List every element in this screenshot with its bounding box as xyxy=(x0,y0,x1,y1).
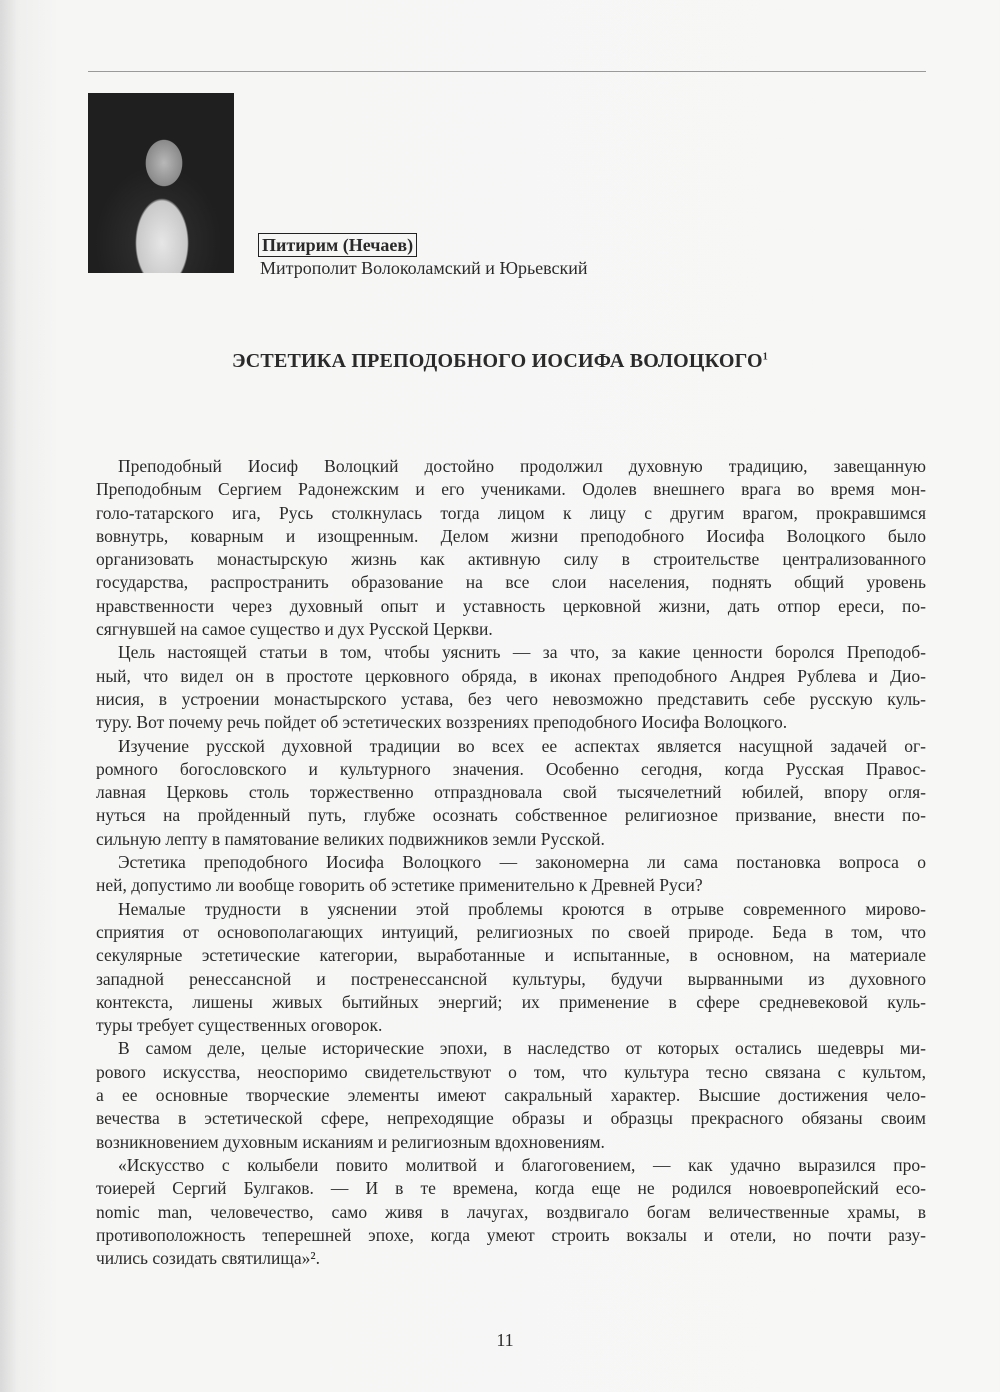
paragraph xyxy=(96,1037,926,1153)
text-line: ный, что видел он в простоте церковного обряда, в иконах преподобного Андрея Рублева и Дио- xyxy=(96,665,926,686)
article-title-text: ЭСТЕТИКА ПРЕПОДОБНОГО ИОСИФА ВОЛОЦКОГО xyxy=(232,350,763,372)
text-line: чились созидать святилища»². xyxy=(96,1248,320,1269)
paragraph xyxy=(96,735,926,851)
text-line: вовнутрь, коварным и изощренным. Делом жизни преподобного Иосифа Волоцкого было xyxy=(96,525,926,546)
text-line: «Искусство с колыбели повито молитвой и благоговением, — как удачно выразился про- xyxy=(118,1154,926,1175)
paragraph xyxy=(96,898,926,1038)
text-line: Эстетика преподобного Иосифа Волоцкого — закономерна ли сама постановка вопроса о xyxy=(118,852,926,873)
author-portrait xyxy=(88,93,234,273)
header-rule xyxy=(88,71,926,72)
text-line: нравственности через духовный опыт и уставность церковной жизни, дать отпор ереси, по- xyxy=(96,595,926,616)
text-line: организовать монастырскую жизнь как активную силу в строительстве централизованного xyxy=(96,549,926,570)
text-line: возникновением духовным исканиям и религиозным вдохновениям. xyxy=(96,1131,605,1152)
text-line: сильную лепту в памятование великих подвижников земли Русской. xyxy=(96,828,605,849)
text-line: Цель настоящей статьи в том, чтобы уяснить — за что, за какие ценности боролся Преподоб- xyxy=(118,642,926,663)
text-line: тоиерей Сергий Булгаков. — И в те времена, когда еще не родился новоевропейский eco- xyxy=(96,1178,926,1199)
text-line: западной ренессансной и постренессансной культуры, будучи вырванными из духовного xyxy=(96,968,926,989)
text-line: контекста, лишены живых бытийных энергий; их применение в сфере средневековой куль- xyxy=(96,991,926,1012)
paragraph xyxy=(96,1154,926,1270)
article-title xyxy=(0,350,1000,373)
text-line: нуться на пройденный путь, глубже осознать собственное религиозное призвание, внести по- xyxy=(96,805,926,826)
text-line: сприятия от основополагающих интуиций, религиозных по своей природе. Беда в том, что xyxy=(96,921,926,942)
text-line: государства, распространить образование на все слои населения, поднять общий уровень xyxy=(96,572,926,593)
text-line: Изучение русской духовной традиции во всех ее аспектах является насущной задачей ог- xyxy=(118,735,926,756)
text-line: Преподобным Сергием Радонежским и его учениками. Одолев внешнего врага во время мон- xyxy=(96,479,926,500)
text-line: туру. Вот почему речь пойдет об эстетических воззрениях преподобного Иосифа Волоцкого. xyxy=(96,712,788,733)
text-line: Немалые трудности в уяснении этой проблемы кроются в отрыве современного мирово- xyxy=(118,898,926,919)
text-line: туры требует существенных оговорок. xyxy=(96,1015,383,1036)
author-name: Питирим (Нечаев) xyxy=(258,233,417,257)
text-line: сягнувшей на самое существо и дух Русской Церкви. xyxy=(96,619,493,640)
author-role: Митрополит Волоколамский и Юрьевский xyxy=(260,258,588,278)
text-line: нисия, в устроении монастырского устава, без чего невозможно представить себе русскую куль- xyxy=(96,688,926,709)
text-line: ней, допустимо ли вообще говорить об эстетике применительно к Древней Руси? xyxy=(96,875,703,896)
article-body xyxy=(96,455,926,1270)
text-line: голо-татарского ига, Русь столкнулась тогда лицом к лицу с другим врагом, прокравшимся xyxy=(96,502,926,523)
text-line: лавная Церковь столь торжественно отпраздновала свой тысячелетний юбилей, впору огля- xyxy=(96,782,926,803)
text-line: рового искусства, неоспоримо свидетельствуют о том, что культура тесно связана с культом, xyxy=(96,1061,926,1082)
text-line: В самом деле, целые исторические эпохи, в наследство от которых остались шедевры ми- xyxy=(118,1038,926,1059)
text-line: вечества в эстетической сфере, непреходящие образы и образцы прекрасного обязаны своим xyxy=(96,1108,926,1129)
paragraph xyxy=(96,851,926,898)
text-line: ромного богословского и культурного значения. Особенно сегодня, когда Русская Правос- xyxy=(96,758,926,779)
text-line: противоположность теперешней эпохе, когда умеют строить вокзалы и отели, но почти разу- xyxy=(96,1224,926,1245)
text-line: секулярные эстетические категории, выработанные и испытанные, в основном, на материале xyxy=(96,945,926,966)
paragraph xyxy=(96,641,926,734)
paragraph xyxy=(96,455,926,641)
text-line: Преподобный Иосиф Волоцкий достойно продолжил духовную традицию, завещанную xyxy=(118,456,926,476)
text-line: nomic man, человечество, само живя в лачугах, воздвигало богам величественные храмы, в xyxy=(96,1201,926,1222)
page-number: 11 xyxy=(496,1330,514,1350)
text-line: а ее основные творческие элементы имеют сакральный характер. Высшие достижения чело- xyxy=(96,1085,926,1106)
title-footnote-mark: 1 xyxy=(762,351,768,363)
